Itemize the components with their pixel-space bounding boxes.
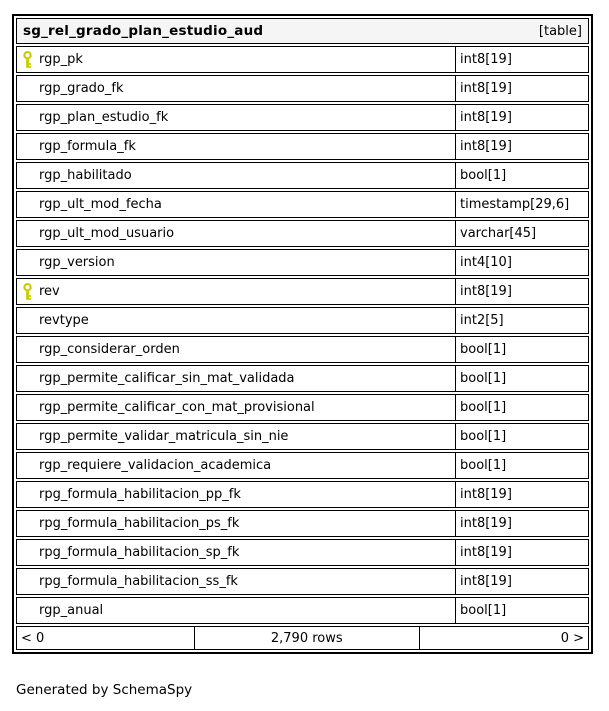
- column-name-cell: [17, 250, 455, 275]
- column-name: rgp_grado_fk: [39, 81, 124, 96]
- column-type: int8[19]: [455, 482, 588, 507]
- column-name-cell: [17, 366, 455, 391]
- table-row: [16, 220, 589, 247]
- column-name-cell: [17, 569, 455, 594]
- column-type: int8[19]: [455, 76, 588, 101]
- column-name: rgp_permite_calificar_sin_mat_validada: [39, 371, 295, 386]
- column-type: int8[19]: [455, 540, 588, 565]
- footer-parents-count: 0 >: [560, 630, 584, 646]
- column-type: bool[1]: [455, 337, 588, 362]
- footer-row-count: 2,790 rows: [194, 627, 420, 649]
- column-name: revtype: [39, 313, 89, 328]
- column-name-cell: [17, 105, 455, 130]
- column-name-cell: [17, 540, 455, 565]
- column-name: rgp_requiere_validacion_academica: [39, 458, 272, 473]
- key-icon-glyph: [22, 51, 33, 69]
- table-row: [16, 162, 589, 189]
- column-name-cell: [17, 76, 455, 101]
- column-type: bool[1]: [455, 598, 588, 623]
- primary-key-icon: [22, 51, 39, 69]
- column-type: int8[19]: [455, 134, 588, 159]
- column-type: bool[1]: [455, 163, 588, 188]
- column-name-cell: [17, 395, 455, 420]
- column-rows: [16, 46, 589, 624]
- column-name: rgp_permite_calificar_con_mat_provisional: [39, 400, 315, 415]
- column-name: rgp_version: [39, 255, 115, 270]
- column-type: bool[1]: [455, 366, 588, 391]
- column-name-cell: [17, 47, 455, 72]
- column-type: int8[19]: [455, 47, 588, 72]
- column-type: bool[1]: [455, 424, 588, 449]
- table-row: [16, 46, 589, 73]
- column-name-cell: [17, 598, 455, 623]
- key-icon-glyph: [22, 283, 33, 301]
- column-name-cell: [17, 134, 455, 159]
- table-row: [16, 75, 589, 102]
- column-name: rpg_formula_habilitacion_pp_fk: [39, 487, 241, 502]
- column-name: rgp_ult_mod_fecha: [39, 197, 162, 212]
- table-header: [16, 18, 589, 44]
- table-row: [16, 191, 589, 218]
- column-type: bool[1]: [455, 453, 588, 478]
- column-name-cell: [17, 337, 455, 362]
- column-type: int2[5]: [455, 308, 588, 333]
- column-type: varchar[45]: [455, 221, 588, 246]
- table-row: [16, 336, 589, 363]
- footer-children-count: < 0: [21, 630, 45, 646]
- column-name-cell: [17, 424, 455, 449]
- table-row: [16, 597, 589, 624]
- table-row: [16, 539, 589, 566]
- generated-by-caption: Generated by SchemaSpy: [16, 682, 193, 698]
- column-name-cell: [17, 308, 455, 333]
- column-name: rgp_anual: [39, 603, 104, 618]
- column-name: rpg_formula_habilitacion_sp_fk: [39, 545, 240, 560]
- column-type: bool[1]: [455, 395, 588, 420]
- column-name-cell: [17, 279, 455, 304]
- table-row: [16, 104, 589, 131]
- table-footer: [16, 626, 589, 650]
- table-title[interactable]: sg_rel_grado_plan_estudio_aud: [23, 23, 264, 39]
- column-name: rgp_habilitado: [39, 168, 132, 183]
- column-type: int8[19]: [455, 279, 588, 304]
- column-name: rpg_formula_habilitacion_ps_fk: [39, 516, 240, 531]
- table-row: [16, 423, 589, 450]
- column-name-cell: [17, 511, 455, 536]
- column-name-cell: [17, 453, 455, 478]
- column-name: rgp_ult_mod_usuario: [39, 226, 175, 241]
- column-name: rgp_pk: [39, 52, 83, 67]
- column-name: rgp_considerar_orden: [39, 342, 180, 357]
- table-row: [16, 249, 589, 276]
- column-name: rgp_permite_validar_matricula_sin_nie: [39, 429, 289, 444]
- column-name-cell: [17, 163, 455, 188]
- column-name: rgp_formula_fk: [39, 139, 136, 154]
- table-row: [16, 510, 589, 537]
- table-row: [16, 452, 589, 479]
- column-name: rgp_plan_estudio_fk: [39, 110, 169, 125]
- column-name-cell: [17, 221, 455, 246]
- table-row: [16, 278, 589, 305]
- column-type: int8[19]: [455, 511, 588, 536]
- column-type: timestamp[29,6]: [455, 192, 588, 217]
- primary-key-icon: [22, 283, 39, 301]
- table-row: [16, 133, 589, 160]
- table-row: [16, 365, 589, 392]
- column-name-cell: [17, 482, 455, 507]
- column-name: rpg_formula_habilitacion_ss_fk: [39, 574, 238, 589]
- table-row: [16, 481, 589, 508]
- column-name-cell: [17, 192, 455, 217]
- column-name: rev: [39, 284, 60, 299]
- table-node: [12, 14, 593, 654]
- table-row: [16, 394, 589, 421]
- table-type-badge: [table]: [538, 23, 582, 39]
- column-type: int4[10]: [455, 250, 588, 275]
- table-row: [16, 568, 589, 595]
- column-type: int8[19]: [455, 105, 588, 130]
- table-row: [16, 307, 589, 334]
- column-type: int8[19]: [455, 569, 588, 594]
